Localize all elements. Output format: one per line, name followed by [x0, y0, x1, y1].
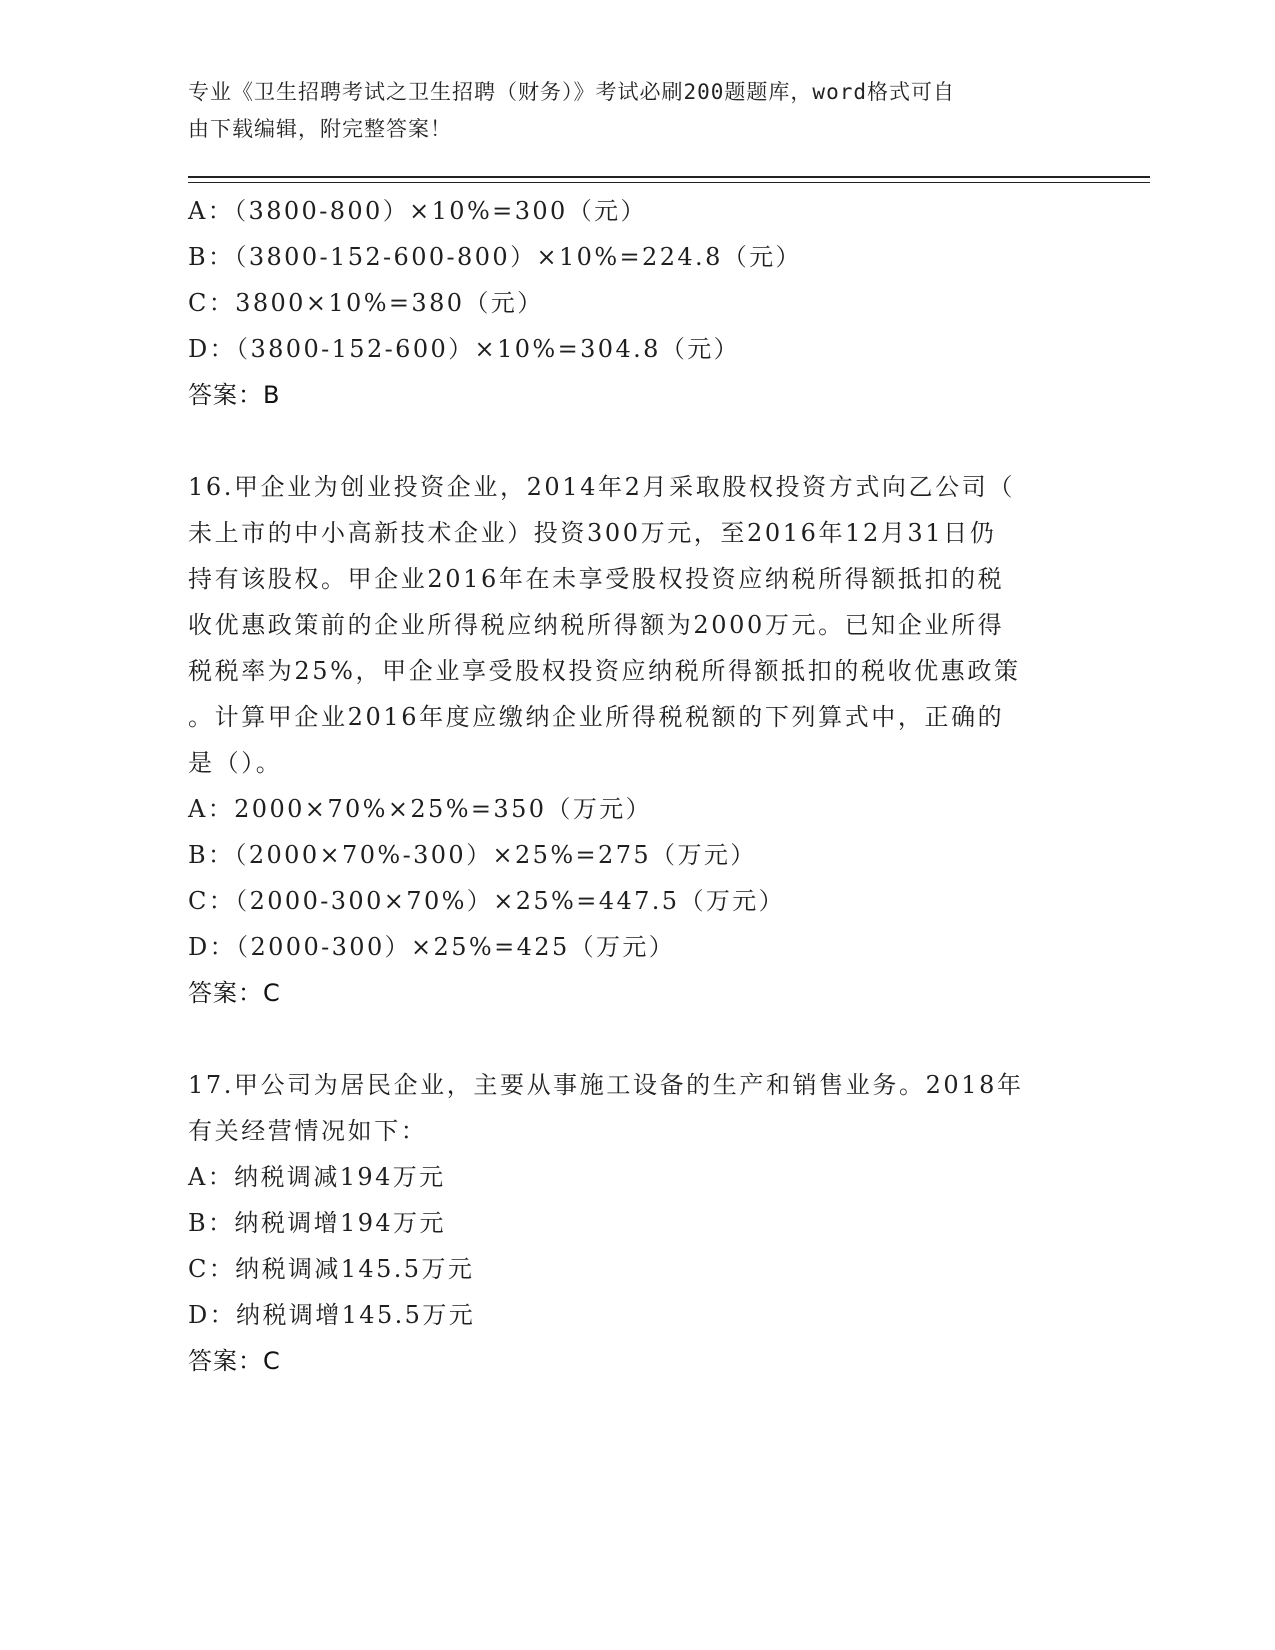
header-divider-thin [188, 182, 1150, 183]
question-stem-line: 。计算甲企业2016年度应缴纳企业所得税税额的下列算式中，正确的 [188, 703, 1005, 731]
question-15 [188, 188, 1088, 418]
option-a: A：（3800-800）×10%=300（元） [188, 197, 647, 225]
option-c: C：（2000-300×70%）×25%=447.5（万元） [188, 887, 786, 915]
question-stem-line: 税税率为25%，甲企业享受股权投资应纳税所得额抵扣的税收优惠政策 [188, 657, 1021, 685]
question-17 [188, 1062, 1088, 1384]
option-a: A：2000×70%×25%=350（万元） [188, 795, 653, 823]
question-stem-line: 有关经营情况如下： [188, 1117, 428, 1145]
question-stem-line: 17.甲公司为居民企业，主要从事施工设备的生产和销售业务。2018年 [188, 1071, 1024, 1099]
page-header [188, 74, 1068, 148]
answer-line: 答案：C [188, 979, 281, 1007]
answer-line: 答案：C [188, 1347, 281, 1375]
spacer [188, 1016, 1088, 1062]
question-stem-line: 16.甲企业为创业投资企业，2014年2月采取股权投资方式向乙公司（ [188, 473, 1015, 501]
option-d: D：纳税调增145.5万元 [188, 1301, 476, 1329]
header-line-2: 由下载编辑，附完整答案！ [188, 117, 452, 141]
question-stem-line: 未上市的中小高新技术企业）投资300万元，至2016年12月31日仍 [188, 519, 997, 547]
header-divider-thick [188, 176, 1150, 178]
question-stem-line: 持有该股权。甲企业2016年在未享受股权投资应纳税所得额抵扣的税 [188, 565, 1005, 593]
header-line-1: 专业《卫生招聘考试之卫生招聘（财务）》考试必刷200题题库，word格式可自 [188, 80, 955, 104]
question-stem-line: 收优惠政策前的企业所得税应纳税所得额为2000万元。已知企业所得 [188, 611, 1005, 639]
option-c: C：纳税调减145.5万元 [188, 1255, 475, 1283]
spacer [188, 418, 1088, 464]
option-b: B：纳税调增194万元 [188, 1209, 446, 1237]
question-16 [188, 464, 1088, 1016]
option-b: B：（2000×70%-300）×25%=275（万元） [188, 841, 757, 869]
option-d: D：（3800-152-600）×10%=304.8（元） [188, 335, 741, 363]
option-d: D：（2000-300）×25%=425（万元） [188, 933, 676, 961]
option-c: C：3800×10%=380（元） [188, 289, 544, 317]
option-a: A：纳税调减194万元 [188, 1163, 446, 1191]
option-b: B：（3800-152-600-800）×10%=224.8（元） [188, 243, 802, 271]
question-stem-line: 是（）。 [188, 749, 283, 777]
document-body [188, 188, 1088, 1384]
answer-line: 答案：B [188, 381, 281, 409]
